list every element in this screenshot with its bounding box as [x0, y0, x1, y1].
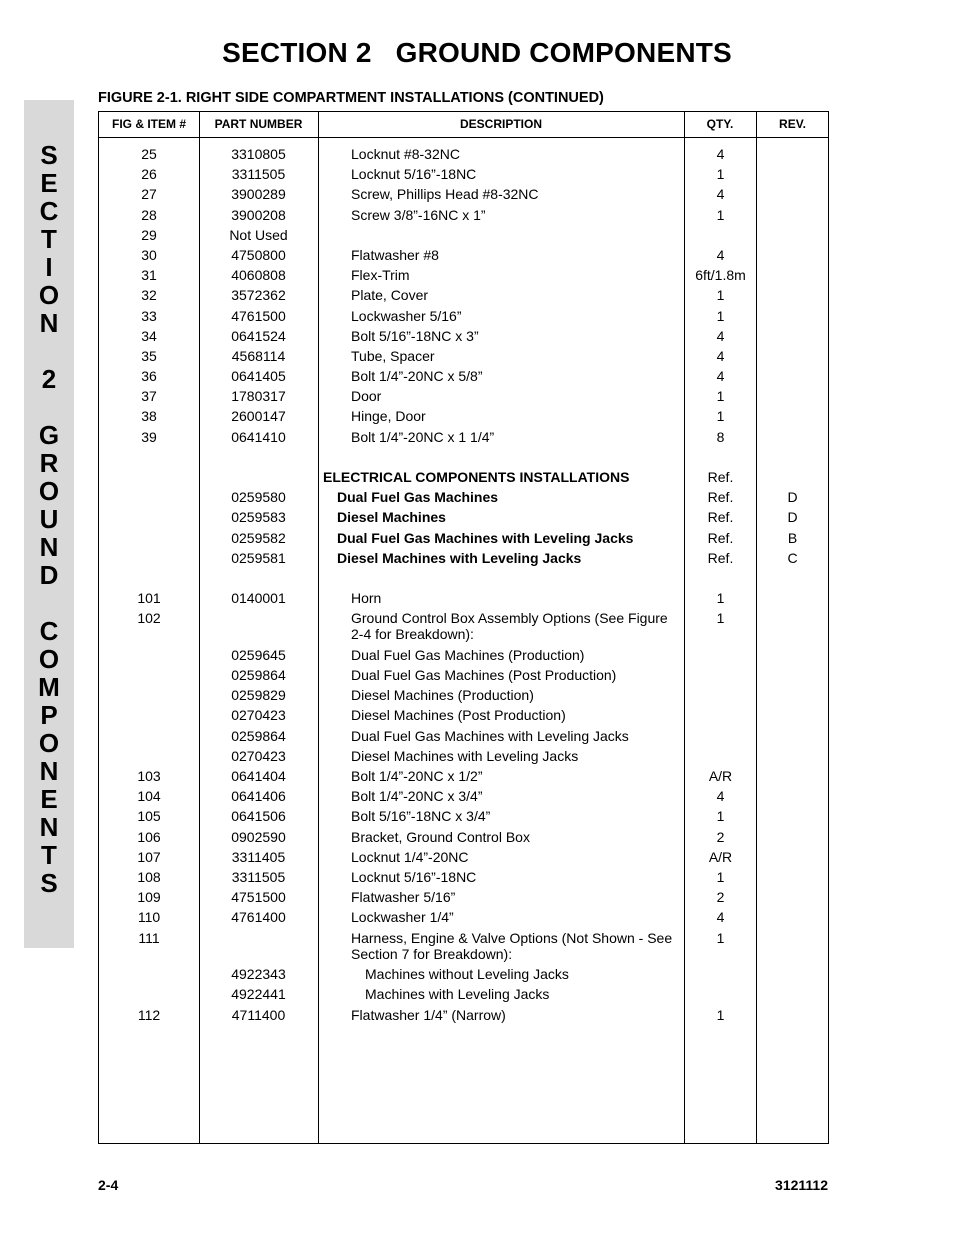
- side-tab-letter: C: [39, 196, 59, 226]
- cell-part-number: 3310805: [231, 146, 286, 162]
- cell-fig-item: 112: [137, 1006, 161, 1023]
- cell-description: Flatwasher #8: [351, 246, 439, 263]
- cell-part-number: 0902590: [231, 828, 286, 845]
- cell-qty: 2: [716, 828, 725, 845]
- cell-qty: 1: [716, 307, 725, 324]
- cell-description: Locknut 5/16”-18NC: [351, 868, 477, 885]
- cell-description: Flatwasher 5/16”: [351, 889, 456, 906]
- cell-qty: Ref.: [707, 509, 734, 526]
- cell-part-number: 0259864: [231, 727, 286, 744]
- cell-description: Bolt 1/4”-20NC x 1 1/4”: [351, 428, 495, 445]
- cell-qty: 1: [716, 287, 725, 304]
- table-row: [99, 667, 828, 687]
- cell-description: Diesel Machines with Leveling Jacks: [337, 549, 582, 566]
- cell-description: Horn: [351, 590, 382, 607]
- cell-fig-item: 37: [141, 388, 157, 405]
- table-row: [99, 449, 828, 469]
- cell-description: Tube, Spacer: [351, 347, 435, 364]
- cell-qty: 1: [716, 1006, 725, 1023]
- cell-description: Flex-Trim: [351, 267, 410, 284]
- cell-part-number: 0641410: [231, 428, 286, 445]
- side-tab-letter: D: [39, 560, 59, 590]
- table-row: [99, 869, 828, 889]
- side-tab-letter: M: [38, 672, 60, 702]
- cell-part-number: 0259645: [231, 646, 286, 663]
- table-row: [99, 687, 828, 707]
- cell-fig-item: 109: [137, 889, 161, 906]
- cell-qty: 4: [716, 909, 725, 926]
- table-row: [99, 429, 828, 449]
- cell-part-number: 0641406: [231, 788, 286, 805]
- side-tab-letter: S: [40, 140, 58, 170]
- cell-fig-item: 106: [137, 828, 161, 845]
- cell-description: Diesel Machines (Production): [351, 687, 534, 704]
- cell-part-number: 3311505: [231, 166, 286, 183]
- side-tab-letter: E: [40, 168, 58, 198]
- cell-qty: Ref.: [707, 469, 734, 485]
- cell-description: Diesel Machines with Leveling Jacks: [351, 747, 579, 764]
- cell-part-number: 0270423: [231, 707, 286, 724]
- side-tab-letter: P: [40, 700, 58, 730]
- table-row: [99, 166, 828, 186]
- cell-qty: 4: [716, 327, 725, 344]
- cell-fig-item: 110: [137, 909, 161, 926]
- cell-description: Screw, Phillips Head #8-32NC: [351, 186, 539, 203]
- header-rev: REV.: [779, 117, 806, 131]
- cell-description: Bolt 1/4”-20NC x 5/8”: [351, 368, 483, 385]
- cell-fig-item: 27: [141, 186, 157, 203]
- cell-qty: 6ft/1.8m: [695, 267, 746, 284]
- cell-rev: D: [787, 509, 798, 526]
- cell-qty: 1: [716, 610, 725, 627]
- cell-qty: 1: [716, 808, 725, 825]
- cell-fig-item: 26: [141, 166, 157, 183]
- cell-description: Bolt 1/4”-20NC x 3/4”: [351, 788, 483, 805]
- cell-fig-item: 36: [141, 368, 157, 385]
- cell-qty: Ref.: [707, 549, 734, 566]
- table-row: [99, 889, 828, 909]
- cell-qty: 4: [716, 788, 725, 805]
- cell-description: Harness, Engine & Valve Options (Not Shown - See Section 7 for Breakdown):: [351, 929, 673, 962]
- side-tab-letter: T: [41, 840, 57, 870]
- cell-fig-item: 39: [141, 428, 157, 445]
- parts-table: [98, 111, 829, 1144]
- side-tab-letter: N: [39, 308, 59, 338]
- cell-qty: 1: [716, 388, 725, 405]
- cell-fig-item: 111: [138, 929, 160, 946]
- side-tab-letter: N: [39, 756, 59, 786]
- cell-part-number: 4761400: [231, 909, 286, 926]
- side-tab-letter: 2: [41, 364, 57, 394]
- cell-description: Machines with Leveling Jacks: [365, 986, 550, 1003]
- cell-description: Dual Fuel Gas Machines: [337, 489, 499, 506]
- cell-qty: 1: [716, 868, 725, 885]
- cell-description: Locknut #8-32NC: [351, 146, 460, 162]
- cell-description: Lockwasher 1/4”: [351, 909, 454, 926]
- side-tab-letters: [24, 141, 74, 897]
- side-tab-letter: U: [39, 504, 59, 534]
- side-tab-letter: I: [45, 252, 53, 282]
- cell-part-number: Not Used: [229, 226, 288, 243]
- table-header: [99, 112, 828, 138]
- cell-fig-item: 108: [137, 868, 161, 885]
- cell-description: Dual Fuel Gas Machines with Leveling Jacks: [337, 529, 634, 546]
- table-row: [99, 469, 828, 489]
- table-row: [99, 308, 828, 328]
- cell-description: Diesel Machines (Post Production): [351, 707, 566, 724]
- cell-description: Screw 3/8”-16NC x 1”: [351, 206, 486, 223]
- cell-part-number: 4750800: [231, 246, 286, 263]
- table-row: [99, 388, 828, 408]
- section-side-tab: [24, 100, 74, 948]
- cell-part-number: 0641405: [231, 368, 286, 385]
- cell-qty: 4: [716, 186, 725, 203]
- cell-fig-item: 38: [141, 408, 157, 425]
- cell-part-number: 4568114: [231, 347, 286, 364]
- cell-fig-item: 34: [141, 327, 157, 344]
- cell-part-number: 0259580: [231, 489, 286, 506]
- cell-qty: 4: [716, 347, 725, 364]
- side-tab-letter: E: [40, 784, 58, 814]
- cell-part-number: 4060808: [231, 267, 286, 284]
- header-fig-item: FIG & ITEM #: [111, 117, 186, 131]
- section-title: SECTION 2 GROUND COMPONENTS: [222, 37, 732, 68]
- cell-fig-item: 104: [137, 788, 161, 805]
- side-tab-letter: O: [38, 728, 60, 758]
- cell-part-number: 0259864: [231, 667, 286, 684]
- cell-qty: 1: [716, 166, 725, 183]
- table-row: [99, 227, 828, 247]
- cell-qty: 8: [716, 428, 725, 445]
- table-row: [99, 966, 828, 986]
- cell-description: Bracket, Ground Control Box: [351, 828, 530, 845]
- cell-part-number: 3900208: [231, 206, 286, 223]
- side-tab-letter: O: [38, 644, 60, 674]
- table-row: [99, 348, 828, 368]
- table-row: [99, 146, 828, 166]
- cell-qty: 4: [716, 146, 725, 162]
- cell-qty: 4: [716, 246, 725, 263]
- cell-fig-item: 25: [141, 146, 157, 162]
- cell-description: Flatwasher 1/4” (Narrow): [351, 1006, 506, 1023]
- cell-fig-item: 35: [141, 347, 157, 364]
- side-tab-letter: C: [39, 616, 59, 646]
- cell-part-number: 3311405: [231, 848, 286, 865]
- header-description: DESCRIPTION: [459, 117, 542, 131]
- cell-part-number: 4922441: [231, 986, 286, 1003]
- cell-qty: 1: [716, 408, 725, 425]
- side-tab-letter: T: [41, 224, 57, 254]
- cell-description: Lockwasher 5/16”: [351, 307, 462, 324]
- cell-part-number: 1780317: [231, 388, 286, 405]
- cell-description: Plate, Cover: [351, 287, 429, 304]
- table-row: [99, 186, 828, 206]
- table-row: [99, 530, 828, 550]
- cell-fig-item: 29: [141, 226, 157, 243]
- table-row: [99, 748, 828, 768]
- table-row: [99, 1007, 828, 1027]
- cell-part-number: 4922343: [231, 966, 286, 983]
- cell-description: Door: [351, 388, 382, 405]
- table-row: [99, 829, 828, 849]
- cell-fig-item: 32: [141, 287, 157, 304]
- cell-description: Ground Control Box Assembly Options (See Figure 2-4 for Breakdown):: [351, 610, 668, 643]
- table-row: [99, 930, 828, 967]
- page-number: 2-4: [98, 1177, 119, 1193]
- cell-part-number: 0259582: [231, 529, 286, 546]
- cell-part-number: 0270423: [231, 747, 286, 764]
- cell-qty: 1: [716, 929, 725, 946]
- table-row: [99, 489, 828, 509]
- cell-description: Locknut 1/4”-20NC: [351, 848, 469, 865]
- side-tab-letter: O: [38, 476, 60, 506]
- cell-description: Bolt 5/16”-18NC x 3/4”: [351, 808, 491, 825]
- cell-part-number: 3311505: [231, 868, 286, 885]
- cell-description: Dual Fuel Gas Machines (Production): [351, 646, 585, 663]
- header-part-number: PART NUMBER: [214, 117, 303, 131]
- table-row: [99, 368, 828, 388]
- cell-part-number: 2600147: [231, 408, 286, 425]
- cell-rev: C: [787, 549, 798, 566]
- document-number: 3121112: [775, 1177, 828, 1193]
- cell-part-number: 0641506: [231, 808, 286, 825]
- table-row: [99, 247, 828, 267]
- cell-part-number: 3900289: [231, 186, 286, 203]
- cell-description: Locknut 5/16”-18NC: [351, 166, 477, 183]
- table-row: [99, 570, 828, 590]
- table-row: [99, 986, 828, 1006]
- cell-qty: 4: [716, 368, 725, 385]
- cell-fig-item: 28: [141, 206, 157, 223]
- cell-qty: 2: [716, 889, 725, 906]
- cell-part-number: 0140001: [231, 590, 286, 607]
- table-body: [99, 146, 828, 1027]
- cell-part-number: 0259829: [231, 687, 286, 704]
- cell-part-number: 0641524: [231, 327, 286, 344]
- table-row: [99, 207, 828, 227]
- cell-description: Machines without Leveling Jacks: [365, 966, 569, 983]
- cell-part-number: 0641404: [231, 768, 286, 785]
- table-row: [99, 728, 828, 748]
- cell-fig-item: 107: [137, 848, 161, 865]
- cell-fig-item: 105: [137, 808, 161, 825]
- cell-fig-item: 103: [137, 768, 161, 785]
- table-row: [99, 550, 828, 570]
- table-row: [99, 768, 828, 788]
- side-tab-letter: N: [39, 812, 59, 842]
- figure-title: FIGURE 2-1. RIGHT SIDE COMPARTMENT INSTALLATIONS (CONTINUED): [98, 90, 604, 106]
- cell-part-number: 3572362: [231, 287, 286, 304]
- side-tab-letter: R: [39, 448, 59, 478]
- cell-qty: A/R: [708, 848, 733, 865]
- table-row: [99, 267, 828, 287]
- side-tab-letter: O: [38, 280, 60, 310]
- cell-qty: Ref.: [707, 529, 734, 546]
- table-row: [99, 808, 828, 828]
- side-tab-letter: S: [40, 868, 58, 898]
- cell-qty: 1: [716, 590, 725, 607]
- cell-description: Dual Fuel Gas Machines (Post Production): [351, 667, 617, 684]
- table-row: [99, 287, 828, 307]
- side-tab-letter: G: [38, 420, 60, 450]
- cell-part-number: 0259581: [231, 549, 286, 566]
- table-row: [99, 509, 828, 529]
- table-row: [99, 610, 828, 647]
- cell-fig-item: 31: [141, 267, 157, 284]
- cell-description: Bolt 1/4”-20NC x 1/2”: [351, 768, 483, 785]
- table-row: [99, 590, 828, 610]
- cell-part-number: 4711400: [231, 1006, 286, 1023]
- cell-part-number: 4761500: [231, 307, 286, 324]
- table-row: [99, 328, 828, 348]
- table-row: [99, 707, 828, 727]
- cell-fig-item: 102: [137, 610, 161, 627]
- cell-part-number: 4751500: [231, 889, 286, 906]
- cell-part-number: 0259583: [231, 509, 286, 526]
- table-row: [99, 647, 828, 667]
- cell-rev: D: [787, 489, 798, 506]
- cell-rev: B: [787, 529, 798, 546]
- table-row: [99, 909, 828, 929]
- cell-description: ELECTRICAL COMPONENTS INSTALLATIONS: [323, 469, 630, 485]
- cell-fig-item: 30: [141, 246, 157, 263]
- table-row: [99, 408, 828, 428]
- cell-qty: A/R: [708, 768, 733, 785]
- cell-description: Diesel Machines: [337, 509, 446, 526]
- cell-description: Dual Fuel Gas Machines with Leveling Jacks: [351, 727, 629, 744]
- table-row: [99, 788, 828, 808]
- cell-description: Hinge, Door: [351, 408, 426, 425]
- cell-qty: Ref.: [707, 489, 734, 506]
- cell-description: Bolt 5/16”-18NC x 3”: [351, 327, 479, 344]
- table-row: [99, 849, 828, 869]
- cell-qty: 1: [716, 206, 725, 223]
- cell-fig-item: 101: [137, 590, 161, 607]
- header-qty: QTY.: [706, 117, 734, 131]
- cell-fig-item: 33: [141, 307, 157, 324]
- side-tab-letter: N: [39, 532, 59, 562]
